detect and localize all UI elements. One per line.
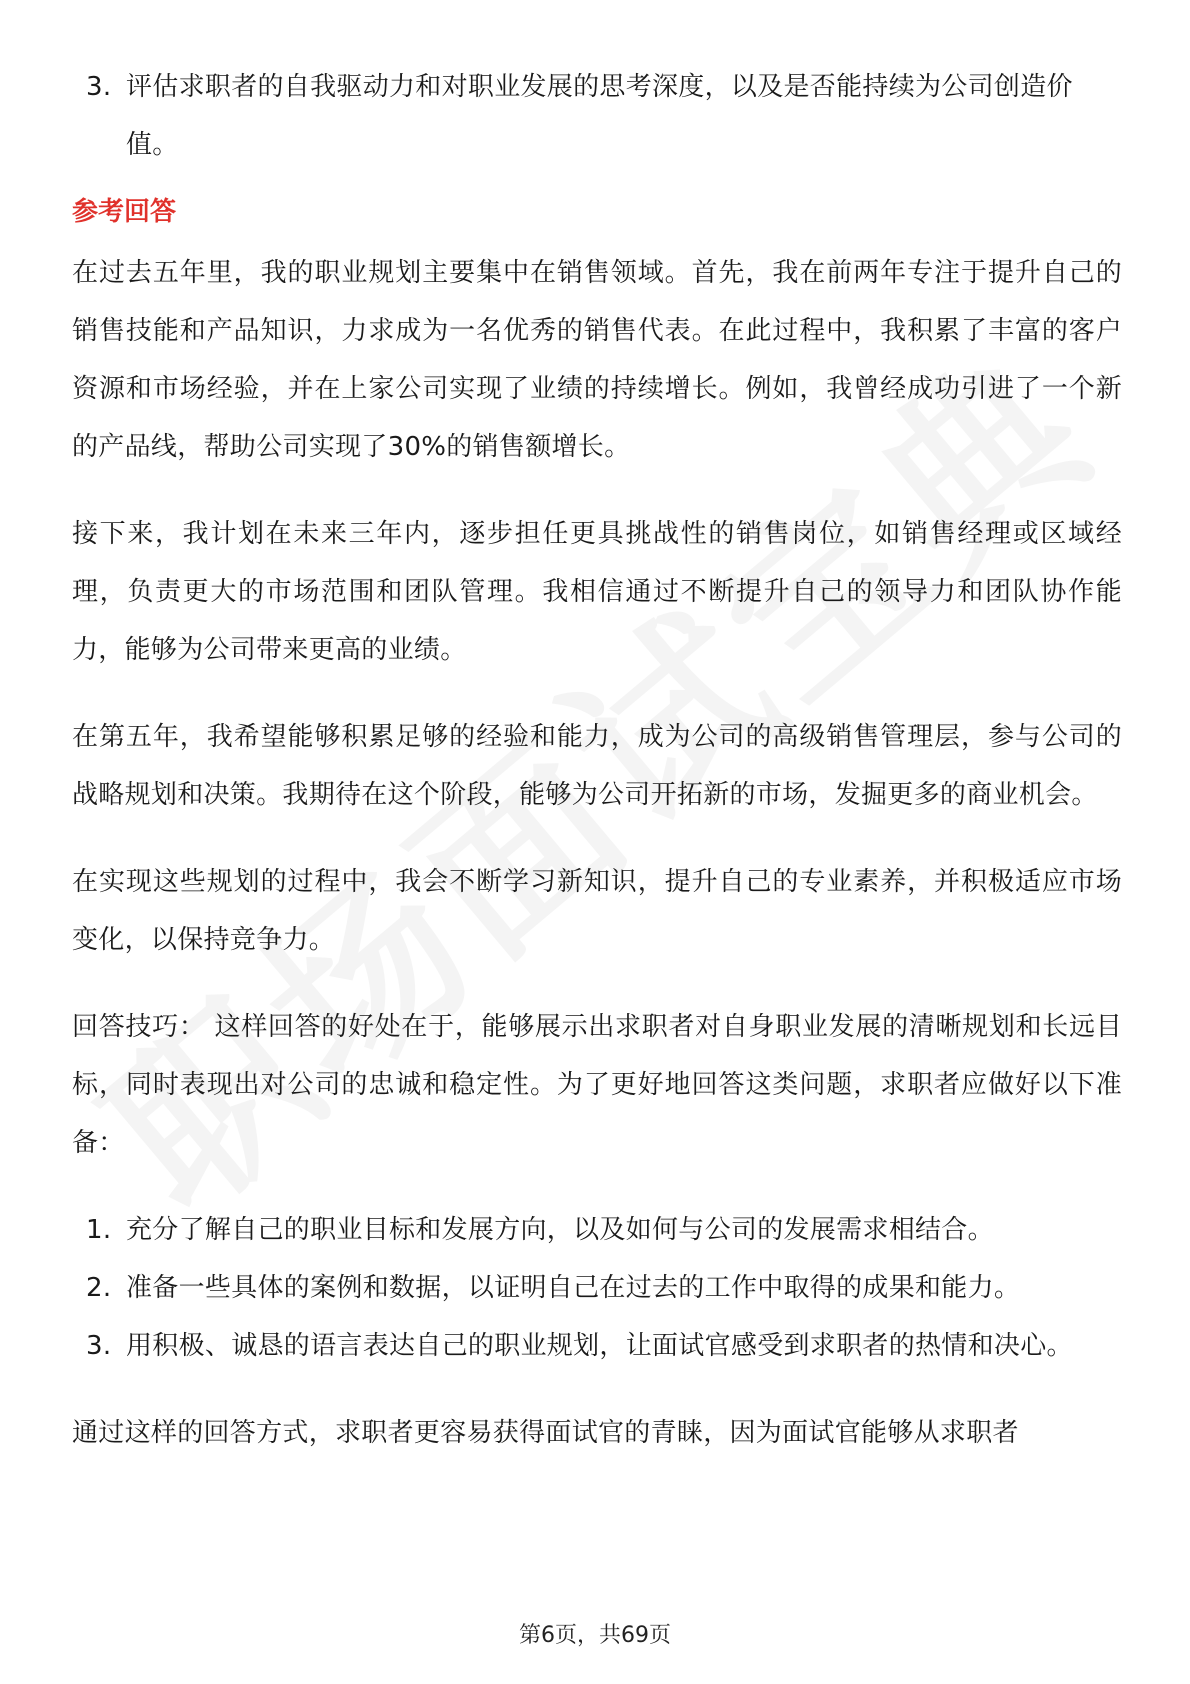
list-item	[72, 58, 1122, 174]
closing-paragraph: 通过这样的回答方式，求职者更容易获得面试官的青睐，因为面试官能够从求职者	[72, 1418, 1019, 1448]
answer-paragraph: 接下来，我计划在未来三年内，逐步担任更具挑战性的销售岗位，如销售经理或区域经理，负责更大的市场范围和团队管理。我相信通过不断提升自己的领导力和团队协作能力，能够为公司带来更高的业绩。	[72, 519, 1122, 665]
answer-paragraph: 在过去五年里，我的职业规划主要集中在销售领域。首先，我在前两年专注于提升自己的销售技能和产品知识，力求成为一名优秀的销售代表。在此过程中，我积累了丰富的客户资源和市场经验，并在上家公司实现了业绩的持续增长。例如，我曾经成功引进了一个新的产品线，帮助公司实现了30%的销售额增长。	[72, 258, 1122, 462]
list-item	[72, 1259, 1122, 1317]
list-item-text: 用积极、诚恳的语言表达自己的职业规划，让面试官感受到求职者的热情和决心。	[126, 1331, 1073, 1361]
list-item-text: 评估求职者的自我驱动力和对职业发展的思考深度，以及是否能持续为公司创造价值。	[126, 72, 1073, 160]
page-content	[72, 58, 1122, 1462]
section-heading: 参考回答	[72, 197, 177, 227]
list-item-text: 充分了解自己的职业目标和发展方向，以及如何与公司的发展需求相结合。	[126, 1215, 994, 1245]
list-item-number: 2.	[86, 1273, 112, 1303]
list-item-number: 3.	[86, 1331, 112, 1361]
tips-paragraph: 回答技巧： 这样回答的好处在于，能够展示出求职者对自身职业发展的清晰规划和长远目标，同时表现出对公司的忠诚和稳定性。为了更好地回答这类问题，求职者应做好以下准备：	[72, 1012, 1122, 1158]
answer-paragraph: 在实现这些规划的过程中，我会不断学习新知识，提升自己的专业素养，并积极适应市场变化，以保持竞争力。	[72, 867, 1122, 955]
page-number-footer: 第6页，共69页	[519, 1623, 671, 1648]
list-item	[72, 1317, 1122, 1375]
list-item	[72, 1201, 1122, 1259]
tips-list	[72, 1201, 1122, 1375]
answer-paragraph: 在第五年，我希望能够积累足够的经验和能力，成为公司的高级销售管理层，参与公司的战略规划和决策。我期待在这个阶段，能够为公司开拓新的市场，发掘更多的商业机会。	[72, 722, 1122, 810]
list-item-number: 1.	[86, 1215, 112, 1245]
objectives-list	[72, 58, 1122, 174]
list-item-text: 准备一些具体的案例和数据，以证明自己在过去的工作中取得的成果和能力。	[126, 1273, 1021, 1303]
list-item-number: 3.	[86, 72, 112, 102]
